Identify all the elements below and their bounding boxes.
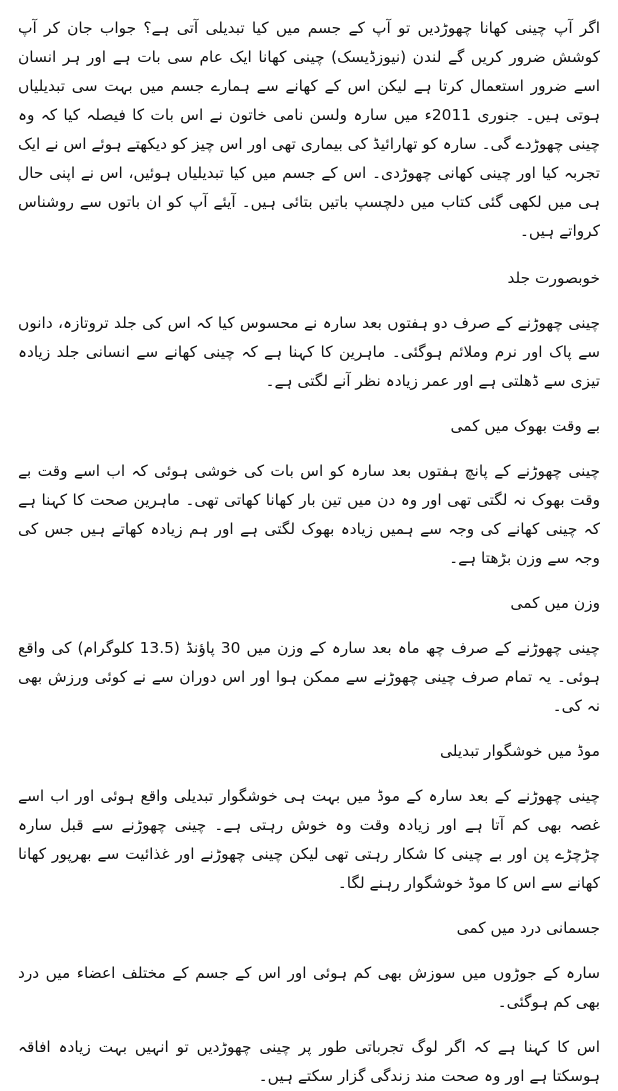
section-body: سارہ کے جوڑوں میں سوزش بھی کم ہوئی اور اس کے جسم کے مختلف اعضاء میں درد بھی کم ہوگئی۔ <box>18 964 600 1011</box>
section-body: چینی چھوڑنے کے صرف دو ہفتوں بعد سارہ نے محسوس کیا کہ اس کی جلد تروتازہ، دانوں سے پاک اور نرم وملائم ہوگئی۔ ماہرین کا کہنا ہے کہ چینی کھانے سے انسانی جلد زیادہ تیزی سے ڈھلتی ہے اور عمر زیادہ نظر آنے لگتی ہے۔ <box>18 314 600 390</box>
intro-paragraph: اگر آپ چینی کھانا چھوڑدیں تو آپ کے جسم میں کیا تبدیلی آتی ہے؟ جواب جان کر آپ کوشش ضرور کریں گے لندن (نیوزڈیسک) چینی کھانا ایک عام سی بات ہے اور ہر انسان اسے ضرور استعمال کرتا ہے لیکن اس کے کھانے سے ہمارے جسم میں بہت سی تبدیلیاں ہوتی ہیں۔ جنوری 2011ء میں سارہ ولسن نامی خاتون نے اس بات کا فیصلہ کیا کہ وہ چینی چھوڑدے گی۔ سارہ کو تھارائیڈ کی بیماری تھی اور اس چیز کو دیکھتے ہوئے اس نے ایک تجربہ کیا اور چینی کھانی چھوڑدی۔ اس کے جسم میں کیا تبدیلیاں ہوئیں، اس نے اپنی حال ہی میں لکھی گئی کتاب میں دلچسپ باتیں بتائی ہیں۔ آیئے آپ کو ان باتوں سے روشناس کرواتے ہیں۔ <box>18 19 600 240</box>
section-weight-loss <box>18 589 600 721</box>
section-heading: بے وقت بھوک میں کمی <box>450 417 600 435</box>
section-heading: وزن میں کمی <box>510 594 600 612</box>
section-body: چینی چھوڑنے کے صرف چھ ماہ بعد سارہ کے وزن میں 30 پاؤنڈ (13.5 کلوگرام) کی واقع ہوئی۔ یہ تمام صرف چینی چھوڑنے سے ممکن ہوا اور اس دوران سے نے کوئی ورزش بھی نہ کی۔ <box>18 639 600 715</box>
section-heading: موڈ میں خوشگوار تبدیلی <box>439 742 600 760</box>
section-heading: جسمانی درد میں کمی <box>456 919 600 937</box>
section-mood <box>18 737 600 898</box>
section-body: چینی چھوڑنے کے پانچ ہفتوں بعد سارہ کو اس بات کی خوشی ہوئی کہ اب اسے وقت بے وقت بھوک نہ لگتی تھی اور وہ دن میں تین بار کھانا کھاتی تھی۔ ماہرین صحت کا کہنا ہے کہ چینی کھانے کی وجہ سے ہمیں زیادہ بھوک لگتی ہے اور ہم زیادہ کھاتے ہیں جس کی وجہ سے وزن بڑھتا ہے۔ <box>18 462 600 567</box>
section-less-hunger <box>18 412 600 573</box>
section-body-pain <box>18 914 600 1017</box>
section-body: چینی چھوڑنے کے بعد سارہ کے موڈ میں بہت ہی خوشگوار تبدیلی واقع ہوئی اور اب اسے غصہ بھی کم آتا ہے اور زیادہ وقت وہ خوش رہتی ہے۔ چینی چھوڑنے سے قبل سارہ چڑچڑے پن اور بے چینی کا شکار رہتی تھی لیکن چینی چھوڑنے اور غذائیت سے بھرپور کھانا کھانے سے اس کا موڈ خوشگوار رہنے لگا۔ <box>18 787 600 892</box>
section-heading: خوبصورت جلد <box>507 269 600 287</box>
closing-paragraph: اس کا کہنا ہے کہ اگر لوگ تجرباتی طور پر چینی چھوڑدیں تو انہیں بہت زیادہ افاقہ ہوسکتا ہے اور وہ صحت مند زندگی گزار سکتے ہیں۔ <box>18 1038 600 1085</box>
section-beautiful-skin <box>18 264 600 396</box>
